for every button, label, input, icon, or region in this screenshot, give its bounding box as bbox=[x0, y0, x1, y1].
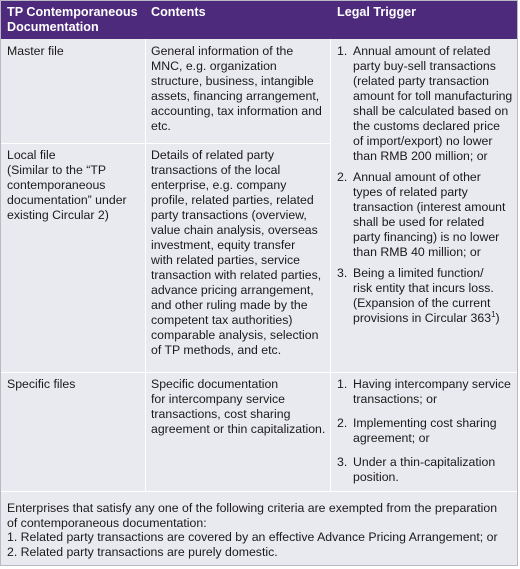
row-divider bbox=[1, 491, 517, 492]
item-number: 2. bbox=[337, 170, 348, 184]
header-contents: Contents bbox=[151, 5, 206, 19]
row-master-file-doc: Master file bbox=[7, 44, 64, 58]
item-number: 2. bbox=[337, 416, 348, 430]
table-header-row bbox=[1, 1, 517, 39]
footnote-marker: 1 bbox=[491, 309, 496, 319]
column-divider bbox=[330, 39, 331, 491]
legal-trigger-item bbox=[337, 455, 515, 485]
row-specific-files-doc: Specific files bbox=[7, 377, 76, 391]
note-line: of contemporaneous documentation: bbox=[7, 515, 207, 530]
item-text: Being a limited function/ risk entity that incurs loss. (Expansion of the current provisions in Circular 363 bbox=[353, 266, 494, 325]
legal-trigger-item bbox=[337, 170, 515, 260]
legal-trigger-item bbox=[337, 44, 515, 164]
legal-trigger-item bbox=[337, 266, 515, 326]
header-legal-trigger: Legal Trigger bbox=[337, 5, 417, 19]
item-text: Annual amount of other types of related party transaction (interest amount shall be used for related party financing) is no lower than RMB 40 million; or bbox=[353, 170, 506, 259]
row-master-file-contents: General information of the MNC, e.g. organization structure, business, intangible assets, financing arrangement, accounting, tax information and etc. bbox=[151, 44, 322, 133]
column-divider bbox=[145, 39, 146, 491]
item-text: Having intercompany service transactions; or bbox=[353, 377, 511, 406]
row-specific-files-contents: Specific documentation for intercompany service transactions, cost sharing agreement or thin capitalization. bbox=[151, 377, 326, 436]
row-local-file-contents: Details of related party transactions of the local enterprise, e.g. company profile, related parties, related party transactions (overview, value chain analysis, overseas investment, equity transfer with related parties, service transaction with related parties, advance pricing arrangement, and other ruling made by the competent tax authorities) comparable analysis, selection of TP methods, and etc. bbox=[151, 148, 322, 357]
header-tp-documentation: TP Contemporaneous Documentation bbox=[7, 5, 138, 34]
item-text: Implementing cost sharing agreement; or bbox=[353, 416, 497, 445]
legal-triggers-main-list bbox=[337, 44, 515, 326]
row-local-file-doc: Local file (Similar to the “TP contemporaneous documentation” under existing Circular 2) bbox=[7, 148, 127, 222]
item-number: 1. bbox=[337, 377, 348, 391]
item-text: Annual amount of related party buy-sell transactions (related party transaction amount for toll manufacturing shall be calculated based on the customs declared price of import/export) no lower than RMB 200 million; or bbox=[353, 44, 513, 163]
item-tail: ) bbox=[495, 311, 500, 325]
item-number: 3. bbox=[337, 266, 348, 280]
row-divider bbox=[1, 143, 330, 144]
legal-triggers-specific-list bbox=[337, 377, 515, 485]
legal-trigger-item bbox=[337, 377, 515, 407]
item-text: Under a thin-capitalization position. bbox=[353, 455, 496, 484]
note-line: 1. Related party transactions are covered by an effective Advance Pricing Arrangement; or bbox=[7, 530, 498, 544]
row-divider bbox=[1, 372, 517, 373]
note-line: 2. Related party transactions are purely domestic. bbox=[7, 544, 278, 559]
legal-trigger-item bbox=[337, 416, 515, 446]
item-number: 3. bbox=[337, 455, 348, 469]
item-number: 1. bbox=[337, 44, 348, 58]
exemption-note bbox=[7, 501, 513, 559]
note-line: Enterprises that satisfy any one of the following criteria are exempted from the preparation bbox=[7, 501, 498, 515]
